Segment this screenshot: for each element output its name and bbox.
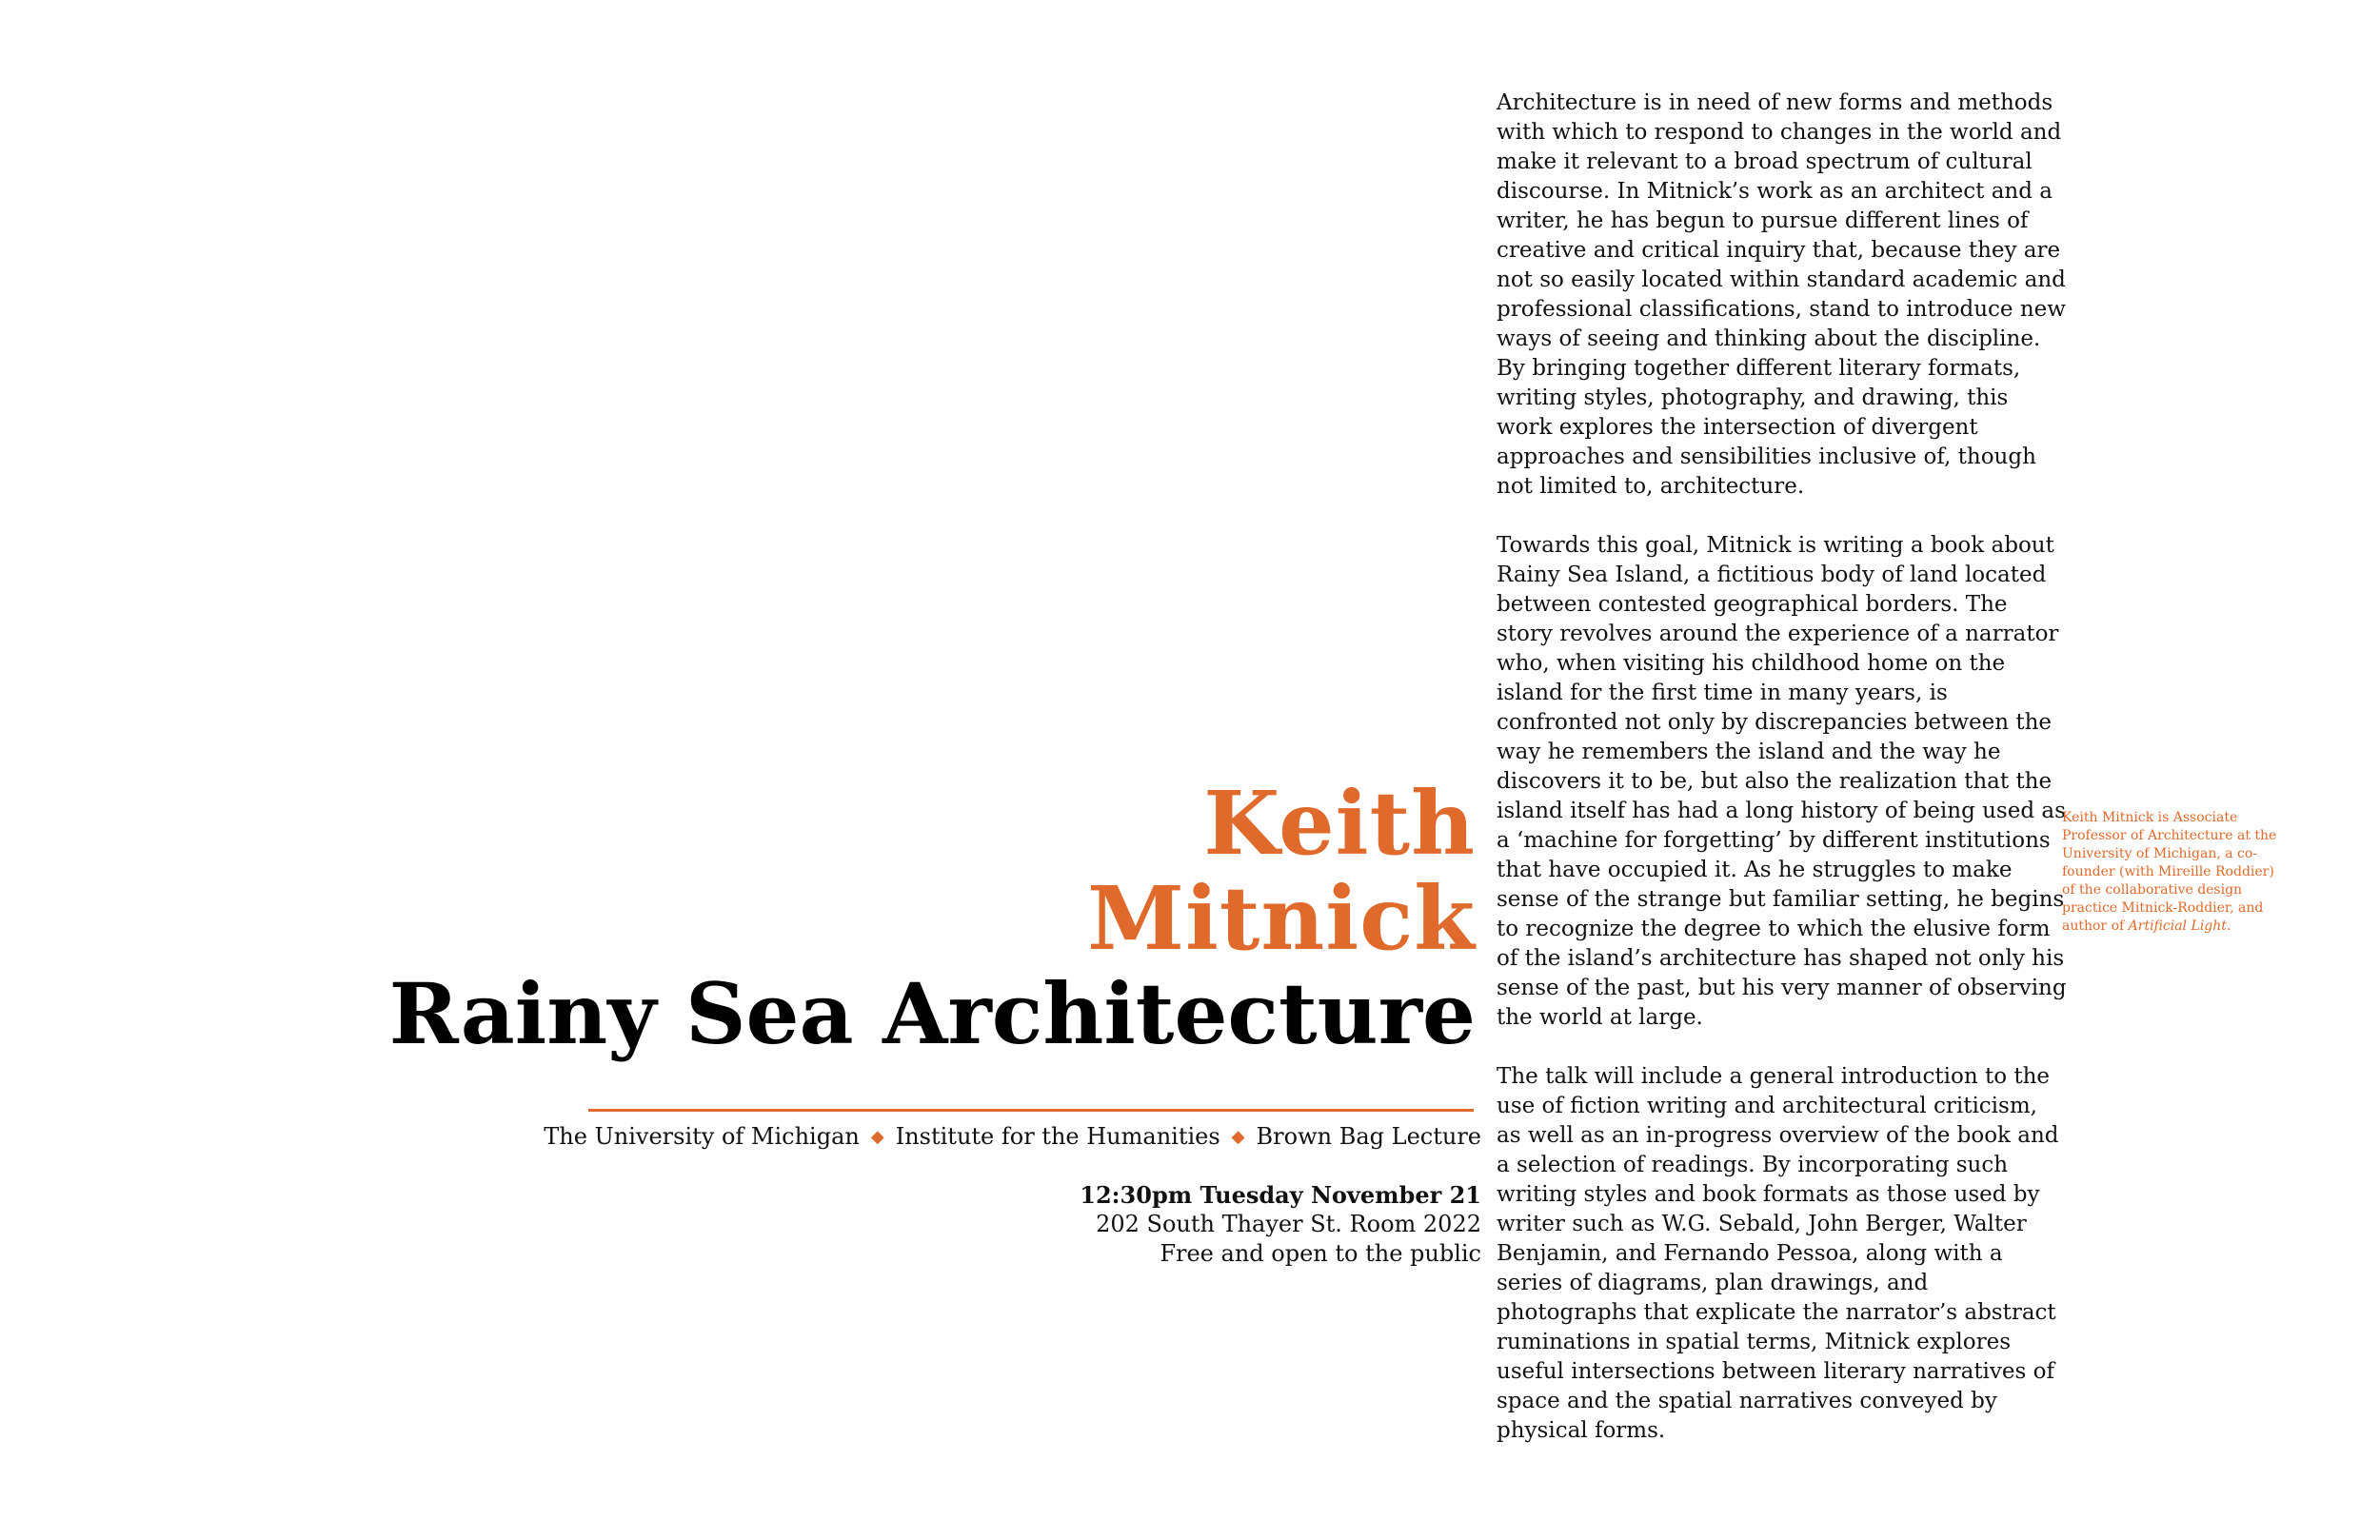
sponsor-institute: Institute for the Humanities bbox=[895, 1123, 1220, 1150]
diamond-icon: ◆ bbox=[1231, 1127, 1245, 1147]
speaker-bio bbox=[2062, 809, 2291, 936]
bio-end: . bbox=[2226, 918, 2231, 934]
orange-divider bbox=[588, 1109, 1474, 1112]
diamond-icon: ◆ bbox=[870, 1127, 884, 1147]
description-paragraph: The talk will include a general introduction to the use of fiction writing and architectural criticism, as well as an in-progress overview of the book and a selection of readings. By incorporating such writing styles and book formats as those used by writer such as W.G. Sebald, John Berger, Walter Benjamin, and Fernando Pessoa, along with a series of diagrams, plan drawings, and photographs that explicate the narrator’s abstract ruminations in spatial terms, Mitnick explores useful intersections between literary narratives of space and the spatial narratives conveyed by physical forms. bbox=[1497, 1064, 2059, 1443]
bio-text: Keith Mitnick is Associate Professor of Architecture at the University of Michigan, a co-founder (with Mireille Roddier) of the collaborative design practice Mitnick-Roddier, and author of bbox=[2062, 810, 2277, 934]
title-block bbox=[388, 772, 1476, 1063]
talk-title: Rainy Sea Architecture bbox=[388, 964, 1476, 1063]
description-paragraph: Towards this goal, Mitnick is writing a book about Rainy Sea Island, a fictitious body of land located between contested geographical borders. The story revolves around the experience of a narrator who, when visiting his childhood home on the island for the first time in many years, is confronted not only by discrepancies between the way he remembers the island and the way he discovers it to be, but also the realization that the island itself has had a long history of being used as a ‘machine for forgetting’ by different institutions that have occupied it. As he struggles to make sense of the strange but familiar setting, he begins to recognize the degree to which the elusive form of the island’s architecture has shaped not only his sense of the past, but his very manner of observing the world at large. bbox=[1497, 533, 2067, 1030]
speaker-last-name: Mitnick bbox=[1087, 867, 1476, 970]
sponsor-university: The University of Michigan bbox=[544, 1123, 860, 1150]
event-location: 202 South Thayer St. Room 2022 bbox=[1096, 1211, 1481, 1237]
bio-book-title: Artificial Light bbox=[2128, 918, 2227, 934]
event-details bbox=[1080, 1180, 1481, 1269]
description-paragraph: Architecture is in need of new forms and methods with which to respond to changes in the world and make it relevant to a broad spectrum of cultural discourse. In Mitnick’s work as an architect and a writer, he has begun to pursue different lines of creative and critical inquiry that, because they are not so easily located within standard academic and professional classifications, stand to introduce new ways of seeing and thinking about the discipline. By bringing together different literary formats, writing styles, photography, and drawing, this work explores the intersection of divergent approaches and sensibilities inclusive of, though not limited to, architecture. bbox=[1497, 90, 2066, 499]
sponsor-line bbox=[544, 1121, 1481, 1155]
event-time: 12:30pm Tuesday November 21 bbox=[1080, 1181, 1481, 1209]
event-admission: Free and open to the public bbox=[1160, 1240, 1481, 1267]
speaker-first-name: Keith bbox=[1203, 772, 1476, 875]
description-column bbox=[1497, 89, 2068, 1475]
sponsor-series: Brown Bag Lecture bbox=[1256, 1123, 1481, 1150]
